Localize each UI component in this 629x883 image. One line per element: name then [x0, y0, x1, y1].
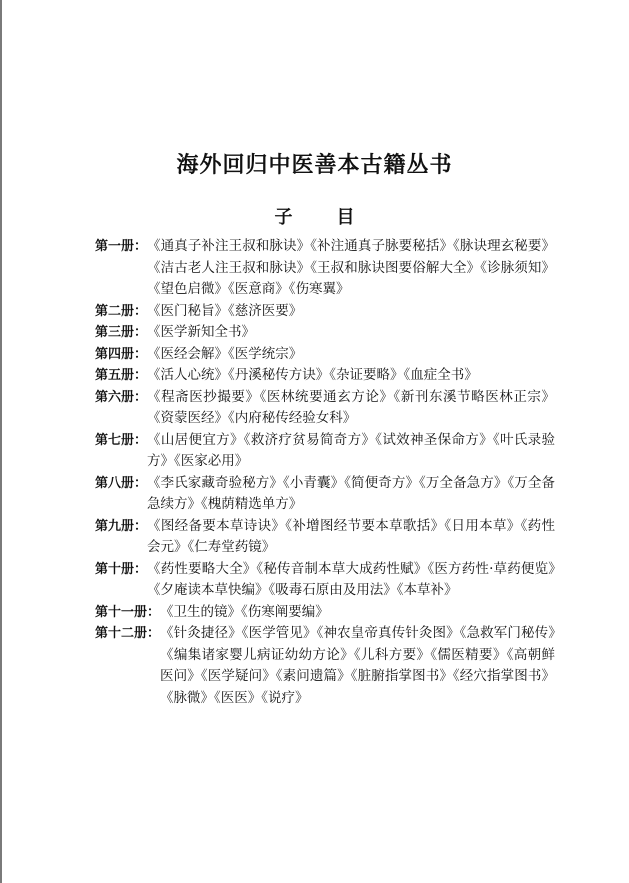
volume-entry-3 — [95, 322, 555, 344]
volume-entry-10 — [95, 559, 555, 602]
volume-entry-1 — [95, 236, 555, 301]
volume-label: 第八册： — [95, 475, 148, 491]
volume-label: 第九册： — [95, 518, 148, 534]
volume-books: 《医经会解》《医学统宗》 — [147, 345, 303, 362]
volume-entry-11 — [95, 602, 555, 624]
volume-books: 《活人心统》《丹溪秘传方诀》《杂证要略》《血症全书》 — [147, 367, 478, 383]
section-heading: 子目 — [274, 207, 399, 228]
volume-books: 《医门秘旨》《慈济医要》 — [147, 302, 303, 319]
volume-label: 第三册： — [95, 325, 148, 340]
volume-label: 第二册： — [95, 303, 148, 319]
volume-label: 第四册： — [95, 346, 148, 362]
volume-entry-9 — [95, 516, 555, 559]
volume-books: 《卫生的镜》《伤寒阐要编》 — [160, 603, 329, 620]
volume-entry-8 — [95, 473, 555, 516]
volume-entry-4 — [95, 344, 555, 366]
volume-entry-2 — [95, 301, 555, 323]
volume-books: 《李氏家藏奇验秘方》《小青囊》《简便奇方》《万全备急方》《万全备急续方》《槐荫精选单方》 — [147, 474, 555, 512]
document-title: 海外回归中医善本古籍丛书 — [176, 153, 453, 178]
volume-entry-6 — [95, 387, 555, 430]
volume-label: 第五册： — [95, 368, 148, 383]
volume-books: 《图经备要本草诗诀》《补增图经节要本草歌括》《日用本草》《药性会元》《仁寿堂药镜》 — [147, 517, 555, 555]
volume-entry-12 — [95, 623, 555, 709]
volume-label: 第十一册： — [95, 604, 161, 620]
volume-label: 第一册： — [95, 239, 148, 254]
volume-entry-7 — [95, 430, 555, 473]
volume-books: 《针灸捷径》《医学管见》《神农皇帝真传针灸图》《急救军门秘传》《编集诸家婴儿病证幼幼方论》《儿科方要》《儒医精要》《高朝鲜医问》《医学疑问》《素问遗篇》《脏腑指掌图书》《经穴指掌图书》《脉微》《医医》《说疗》 — [160, 625, 555, 706]
volume-label: 第七册： — [95, 432, 148, 448]
volume-entry-5 — [95, 365, 555, 387]
volume-books: 《程斋医抄撮要》《医林统要通玄方论》《新刊东溪节略医林正宗》《资蒙医经》《内府秘传经验女科》 — [147, 388, 555, 426]
volume-books: 《药性要略大全》《秘传音制本草大成药性赋》《医方药性·草药便览》《夕庵读本草快编》《吸毒石原由及用法》《本草补》 — [147, 560, 555, 598]
volume-label: 第十册： — [95, 561, 148, 577]
volume-list — [95, 236, 555, 709]
volume-label: 第十二册： — [95, 626, 161, 641]
volume-label: 第六册： — [95, 389, 148, 405]
volume-books: 《医学新知全书》 — [147, 324, 256, 340]
volume-books: 《山居便宜方》《救济疗贫易简奇方》《试效神圣保命方》《叶氏录验方》《医家必用》 — [147, 431, 555, 469]
volume-books: 《通真子补注王叔和脉诀》《补注通真子脉要秘括》《脉诀理玄秘要》《洁古老人注王叔和脉诀》《王叔和脉诀图要俗解大全》《诊脉须知》《望色启微》《医意商》《伤寒翼》 — [147, 238, 555, 297]
